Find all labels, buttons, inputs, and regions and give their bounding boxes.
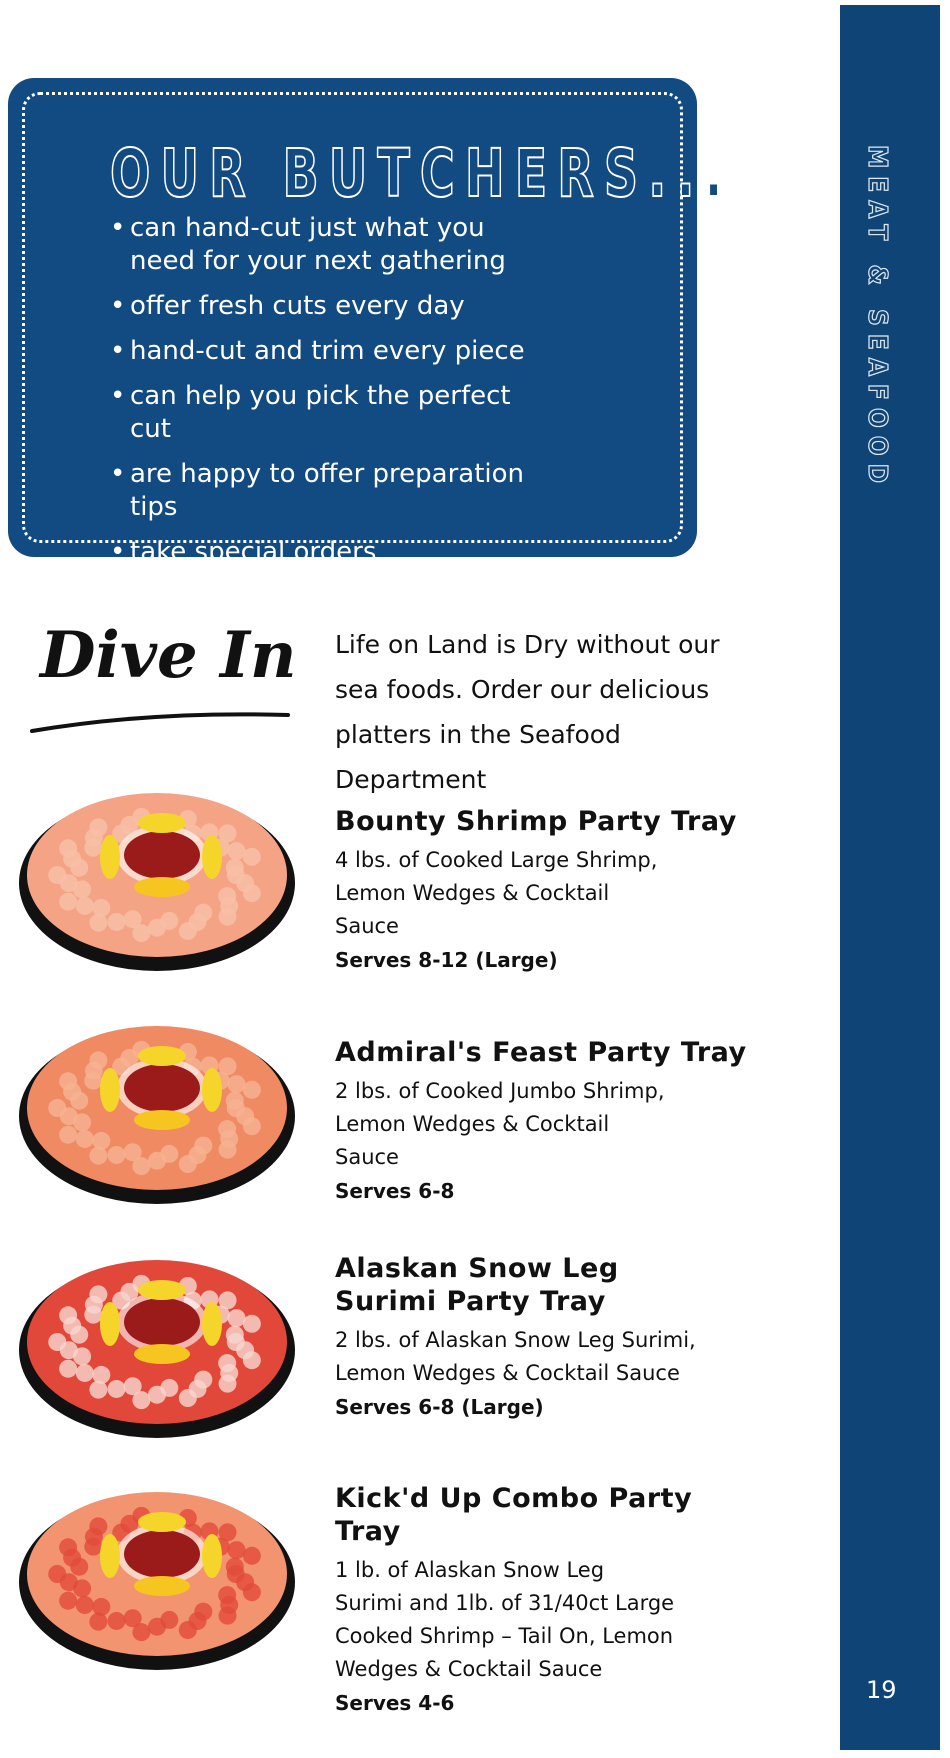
tray-serves: Serves 4-6: [335, 1691, 455, 1715]
tray-name: Kick'd Up Combo Party Tray: [335, 1483, 693, 1547]
tray-desc: 1 lb. of Alaskan Snow Leg Surimi and 1lb. of 31/40ct Large Cooked Shrimp – Tail On, Lemon Wedges & Cocktail Sauce: [335, 1558, 675, 1681]
shrimp-tray-image: [12, 775, 302, 975]
tray-name: Alaskan Snow Leg Surimi Party Tray: [335, 1253, 619, 1317]
butchers-title: OUR BUTCHERS...: [110, 135, 733, 212]
dive-in-heading: Dive In: [40, 618, 297, 693]
tray-item: [335, 805, 755, 977]
list-item: • are happy to offer preparation tips: [110, 458, 530, 524]
tray-desc: 2 lbs. of Cooked Jumbo Shrimp, Lemon Wedges & Cocktail Sauce: [335, 1079, 665, 1169]
tray-serves: Serves 6-8 (Large): [335, 1395, 544, 1419]
tray-desc: 2 lbs. of Alaskan Snow Leg Surimi, Lemon Wedges & Cocktail Sauce: [335, 1328, 696, 1385]
tray-name: Bounty Shrimp Party Tray: [335, 806, 737, 837]
tray-serves: Serves 8-12 (Large): [335, 948, 558, 972]
page-number: 19: [866, 1676, 897, 1704]
dive-intro: Life on Land is Dry without our sea foods. Order our delicious platters in the Seafood Department: [335, 630, 720, 794]
tray-item: [335, 1036, 755, 1208]
tray-name: Admiral's Feast Party Tray: [335, 1037, 747, 1068]
list-item: • offer fresh cuts every day: [110, 290, 530, 323]
combo-tray-image: [12, 1474, 302, 1674]
list-item: • hand-cut and trim every piece: [110, 335, 530, 368]
underline-swash: [30, 705, 290, 735]
list-item: • can hand-cut just what you need for your next gathering: [110, 212, 530, 278]
section-title: MEAT & SEAFOOD: [862, 145, 892, 492]
butchers-list: [110, 212, 530, 581]
tray-desc: 4 lbs. of Cooked Large Shrimp, Lemon Wedges & Cocktail Sauce: [335, 848, 658, 938]
tray-item: [335, 1482, 755, 1720]
shrimp-tray-image: [12, 1008, 302, 1208]
list-item: • take special orders: [110, 536, 530, 569]
tray-serves: Serves 6-8: [335, 1179, 455, 1203]
surimi-tray-image: [12, 1242, 302, 1442]
tray-item: [335, 1252, 696, 1424]
list-item: • can help you pick the perfect cut: [110, 380, 530, 446]
